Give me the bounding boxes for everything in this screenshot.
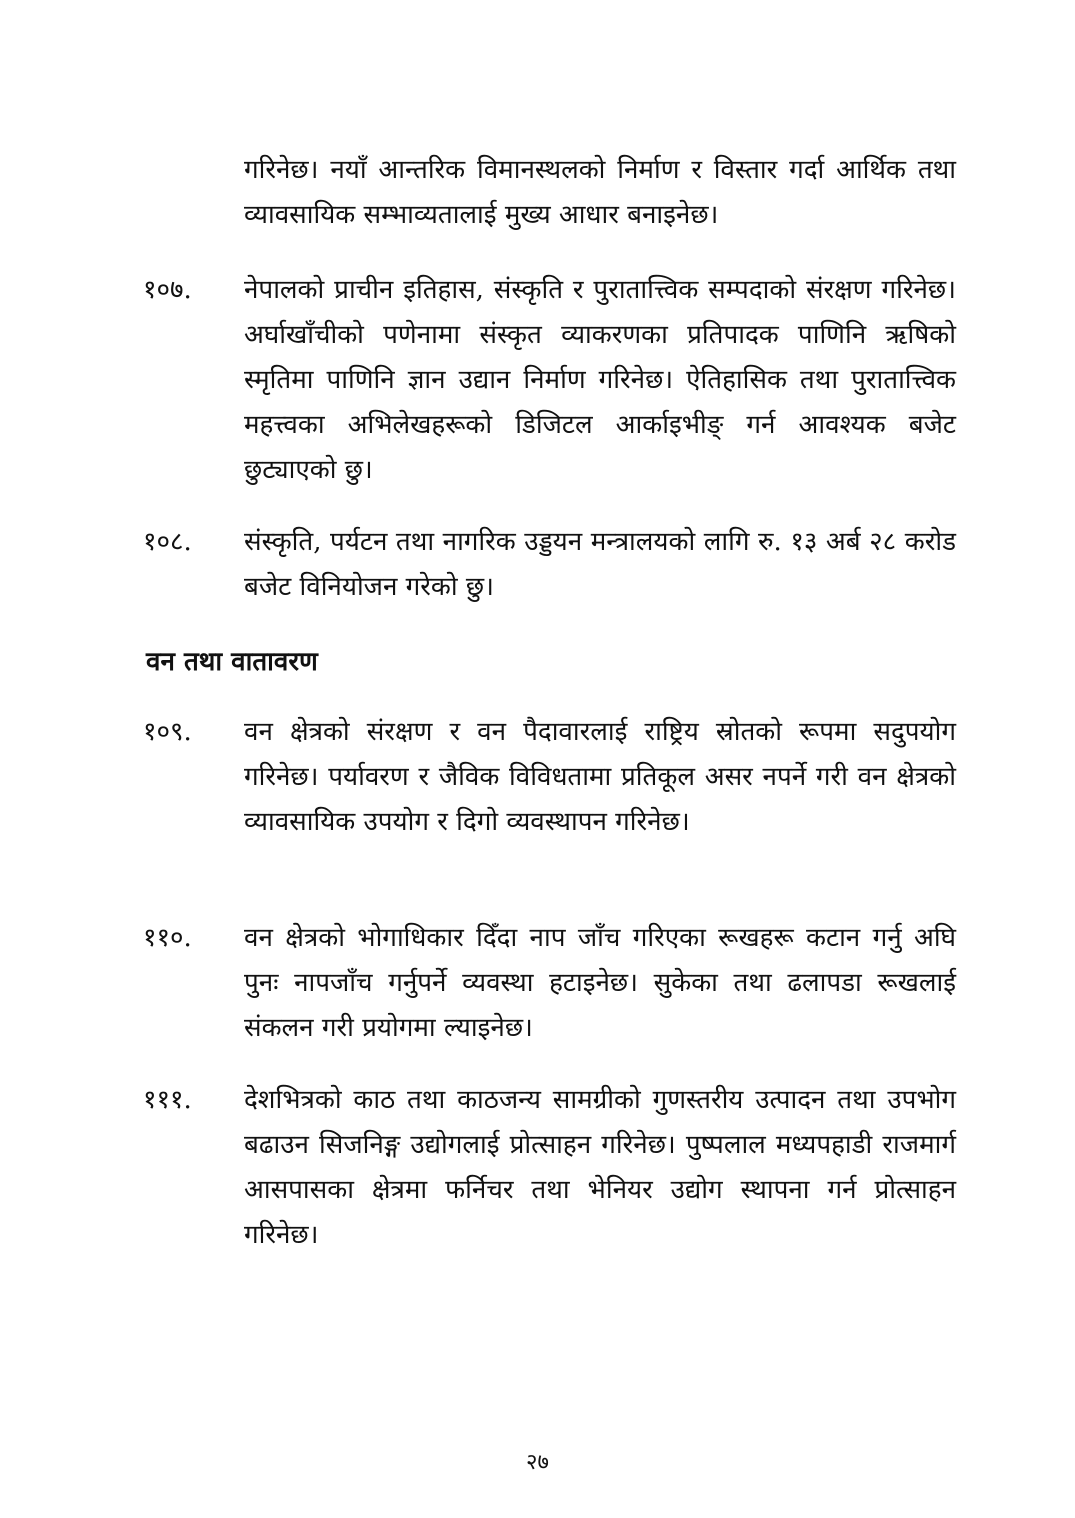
- paragraph-number: १०९.: [143, 717, 192, 747]
- paragraph-number: १०७.: [143, 275, 192, 305]
- paragraph-text: वन क्षेत्रको भोगाधिकार दिँदा नाप जाँच गरिएका रूखहरू कटान गर्नु अघि पुनः नापजाँच गर्नुपर्ने व्यवस्था हटाइनेछ। सुकेका तथा ढलापडा रूखलाई संकलन गरी प्रयोगमा ल्याइनेछ।: [244, 923, 956, 1043]
- section-heading: वन तथा वातावरण: [146, 647, 318, 677]
- continuation-paragraph: गरिनेछ। नयाँ आन्तरिक विमानस्थलको निर्माण र विस्तार गर्दा आर्थिक तथा व्यावसायिक सम्भाव्यतालाई मुख्य आधार बनाइनेछ।: [244, 155, 956, 230]
- paragraph-number: १११.: [143, 1085, 192, 1115]
- paragraph-number: ११०.: [143, 923, 192, 953]
- paragraph-text: वन क्षेत्रको संरक्षण र वन पैदावारलाई राष्ट्रिय स्रोतको रूपमा सदुपयोग गरिनेछ। पर्यावरण र जैविक विविधतामा प्रतिकूल असर नपर्ने गरी वन क्षेत्रको व्यावसायिक उपयोग र दिगो व्यवस्थापन गरिनेछ।: [244, 717, 956, 837]
- paragraph-text: देशभित्रको काठ तथा काठजन्य सामग्रीको गुणस्तरीय उत्पादन तथा उपभोग बढाउन सिजनिङ्ग उद्योगलाई प्रोत्साहन गरिनेछ। पुष्पलाल मध्यपहाडी राजमार्ग आसपासका क्षेत्रमा फर्निचर तथा भेनियर उद्योग स्थापना गर्न प्रोत्साहन गरिनेछ।: [244, 1085, 956, 1250]
- page-number: २७: [526, 1450, 549, 1475]
- paragraph-number: १०८.: [143, 527, 192, 557]
- paragraph-text: संस्कृति, पर्यटन तथा नागरिक उड्डयन मन्त्रालयको लागि रु. १३ अर्ब २८ करोड बजेट विनियोजन गरेको छु।: [244, 527, 956, 602]
- paragraph-text: नेपालको प्राचीन इतिहास, संस्कृति र पुरातात्त्विक सम्पदाको संरक्षण गरिनेछ। अर्घाखाँचीको पणेनामा संस्कृत व्याकरणका प्रतिपादक पाणिनि ऋषिको स्मृतिमा पाणिनि ज्ञान उद्यान निर्माण गरिनेछ। ऐतिहासिक तथा पुरातात्त्विक महत्त्वका अभिलेखहरूको डिजिटल आर्काइभीङ् गर्न आवश्यक बजेट छुट्याएको छु।: [244, 275, 956, 485]
